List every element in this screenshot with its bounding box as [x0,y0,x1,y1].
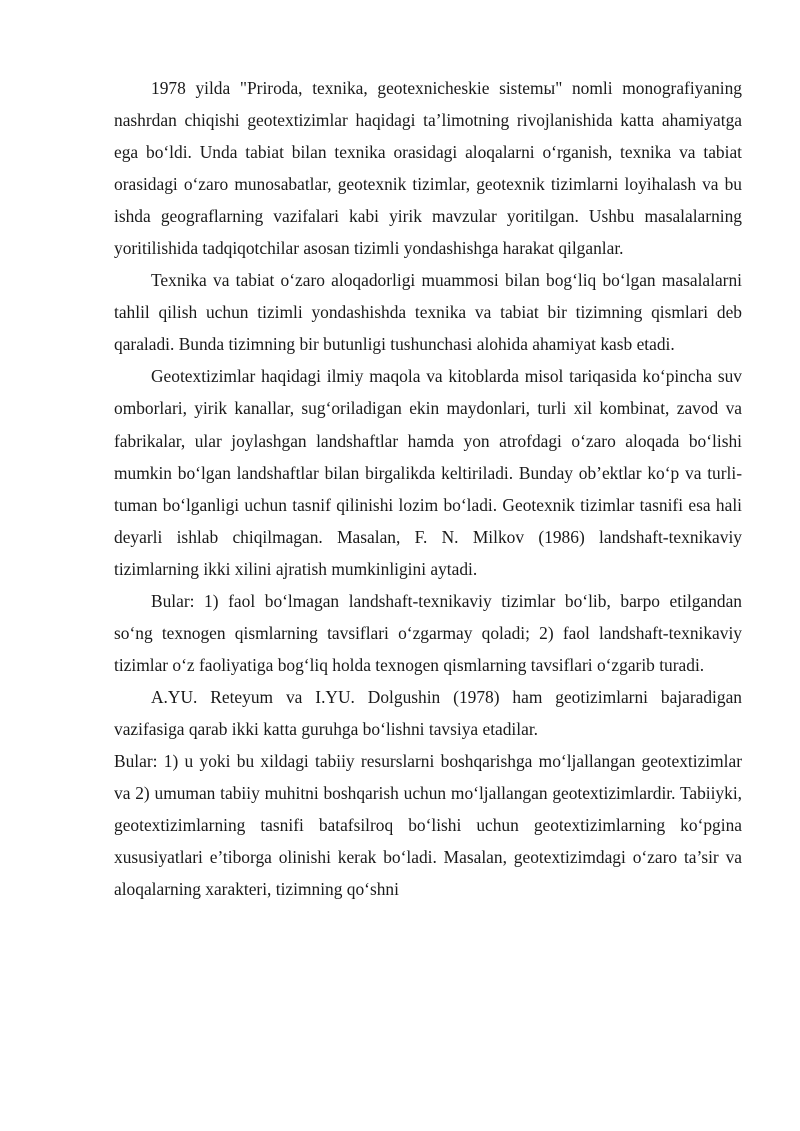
paragraph-1: 1978 yilda "Priroda, texnika, geotexnicheskie sistemы" nomli monografiyaning nashrdan chiqishi geotextizimlar haqidagi ta’limotning rivojlanishida katta ahamiyatga ega bo‘ldi. Unda tabiat bilan texnika orasidagi aloqalarni o‘rganish, texnika va tabiat orasidagi o‘zaro munosabatlar, geotexnik tizimlar, geotexnik tizimlarni loyihalash va bu ishda geograflarning vazifalari kabi yirik mavzular yoritilgan. Ushbu masalalarning yoritilishida tadqiqotchilar asosan tizimli yondashishga harakat qilganlar. [114,78,742,259]
paragraph-4: Bular: 1) faol bo‘lmagan landshaft-texnikaviy tizimlar bo‘lib, barpo etilgandan so‘ng texnogen qismlarning tavsiflari o‘zgarmay qoladi; 2) faol landshaft-texnikaviy tizimlar o‘z faoliyatiga bog‘liq holda texnogen qismlarning tavsiflari o‘zgarib turadi. [114,590,742,675]
paragraph-6: Bular: 1) u yoki bu xildagi tabiiy resurslarni boshqarishga mo‘ljallangan geotextizimlar va 2) umuman tabiiy muhitni boshqarish uchun mo‘ljallangan geotextizimlardir. Tabiiyki, geotextizimlarning tasnifi batafsilroq bo‘lishi uchun geotextizimlarning ko‘pgina xususiyatlari e’tiborga olinishi kerak bo‘ladi. Masalan, geotextizimdagi o‘zaro ta’sir va aloqalarning xarakteri, tizimning qo‘shni [114,750,742,900]
paragraph-3: Geotextizimlar haqidagi ilmiy maqola va kitoblarda misol tariqasida ko‘pincha suv omborlari, yirik kanallar, sug‘oriladigan ekin maydonlari, turli xil kombinat, zavod va fabrikalar, ular joylashgan landshaftlar hamda yon atrofdagi o‘zaro aloqada bo‘lishi mumkin bo‘lgan landshaftlar bilan birgalikda keltiriladi. Bunday ob’ektlar ko‘p va turli-tuman bo‘lganligi uchun tasnif qilinishi lozim bo‘ladi. Geotexnik tizimlar tasnifi esa hali deyarli ishlab chiqilmagan. Masalan, F. N. Milkov (1986) landshaft-texnikaviy tizimlarning ikki xilini ajratish mumkinligini aytadi. [114,366,742,579]
paragraph-2: Texnika va tabiat o‘zaro aloqadorligi muammosi bilan bog‘liq bo‘lgan masalalarni tahlil qilish uchun tizimli yondashishda texnika va tabiat bir tizimning qismlari deb qaraladi. Bunda tizimning bir butunligi tushunchasi alohida ahamiyat kasb etadi. [114,270,742,355]
paragraph-5: A.YU. Reteyum va I.YU. Dolgushin (1978) ham geotizimlarni bajaradigan vazifasiga qarab ikki katta guruhga bo‘lishni tavsiya etadilar. [114,686,742,739]
document-page [114,72,742,905]
